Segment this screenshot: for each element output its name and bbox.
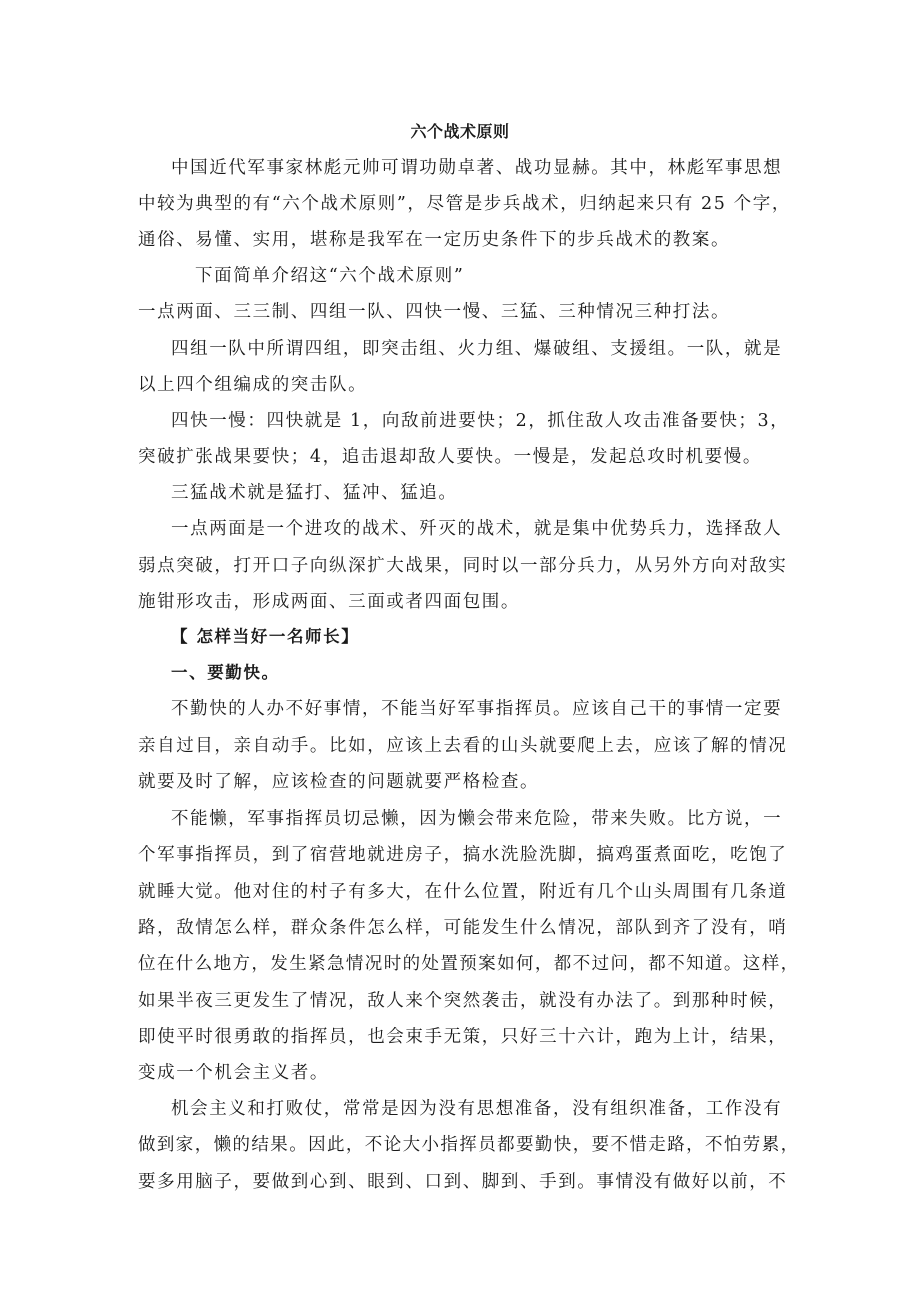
page-title: 六个战术原则	[410, 122, 510, 141]
text-line: 如果半夜三更发生了情况，敌人来个突然袭击，就没有办法了。到那种时候，	[138, 991, 788, 1011]
text-line: 通俗、易懂、实用，堪称是我军在一定历史条件下的步兵战术的教案。	[138, 230, 731, 250]
text-line: 一点两面、三三制、四组一队、四快一慢、三猛、三种情况三种打法。	[138, 302, 731, 322]
text-line: 弱点突破，打开口子向纵深扩大战果，同时以一部分兵力，从另外方向对敌实	[138, 556, 788, 576]
text-line: 机会主义和打败仗，常常是因为没有思想准备，没有组织准备，工作没有	[171, 1099, 783, 1119]
text-line: 三猛战术就是猛打、猛冲、猛追。	[171, 483, 458, 503]
text-line: 位在什么地方，发生紧急情况时的处置预案如何，都不过问，都不知道。这样，	[138, 954, 800, 974]
text-line: 亲自过目，亲自动手。比如，应该上去看的山头就要爬上去，应该了解的情况	[138, 736, 788, 756]
text-line: 就睡大觉。他对住的村子有多大，在什么位置，附近有几个山头周围有几条道	[138, 882, 788, 902]
subsection-heading: 一、要勤快。	[171, 663, 280, 682]
text-line: 不能懒，军事指挥员切忌懒，因为懒会带来危险，带来失败。比方说，一	[171, 809, 783, 829]
text-line: 下面简单介绍这“六个战术原则”	[195, 266, 465, 286]
text-line: 变成一个机会主义者。	[138, 1063, 329, 1083]
text-line: 就要及时了解，应该检查的问题就要严格检查。	[138, 772, 540, 792]
text-line: 四组一队中所谓四组，即突击组、火力组、爆破组、支援组。一队，就是	[171, 339, 783, 359]
text-line: 要多用脑子，要做到心到、眼到、口到、脚到、手到。事情没有做好以前，不	[138, 1172, 788, 1192]
text-line: 中较为典型的有“六个战术原则”，尽管是步兵战术，归纳起来只有 25 个字，	[138, 194, 791, 214]
text-line: 即使平时很勇敢的指挥员，也会束手无策，只好三十六计，跑为上计，结果，	[138, 1027, 788, 1047]
text-line: 个军事指挥员，到了宿营地就进房子，搞水洗脸洗脚，搞鸡蛋煮面吃，吃饱了	[138, 845, 788, 865]
text-line: 路，敌情怎么样，群众条件怎么样，可能发生什么情况，部队到齐了没有，哨	[138, 918, 788, 938]
text-line: 突破扩张战果要快；4，追击退却敌人要快。一慢是，发起总攻时机要慢。	[138, 447, 762, 467]
text-line: 施钳形攻击，形成两面、三面或者四面包围。	[138, 592, 520, 612]
text-line: 不勤快的人办不好事情，不能当好军事指挥员。应该自己干的事情一定要	[171, 699, 783, 719]
text-line: 四快一慢：四快就是 1，向敌前进要快；2，抓住敌人攻击准备要快；3，	[171, 411, 790, 431]
text-line: 中国近代军事家林彪元帅可谓功勋卓著、战功显赫。其中，林彪军事思想	[171, 158, 783, 178]
text-line: 做到家，懒的结果。因此，不论大小指挥员都要勤快，要不惜走路，不怕劳累，	[138, 1135, 800, 1155]
section-heading: 【 怎样当好一名师长】	[171, 627, 360, 646]
text-line: 以上四个组编成的突击队。	[138, 375, 368, 395]
text-line: 一点两面是一个进攻的战术、歼灭的战术，就是集中优势兵力，选择敌人	[171, 519, 783, 539]
